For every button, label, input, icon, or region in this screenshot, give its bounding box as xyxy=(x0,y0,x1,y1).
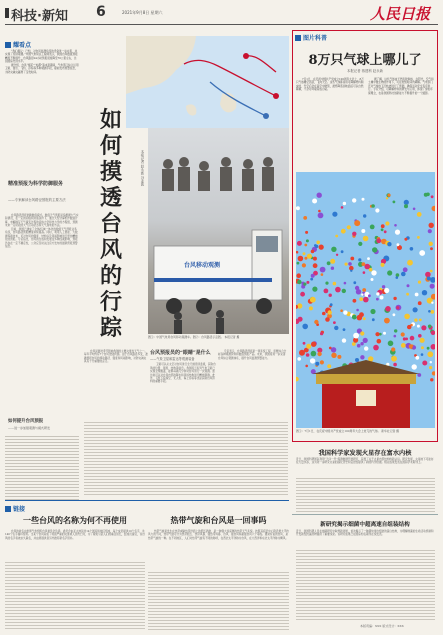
balloon xyxy=(325,317,330,322)
balloon xyxy=(363,297,369,303)
balloon xyxy=(430,310,434,314)
balloon xyxy=(317,193,322,198)
balloon xyxy=(363,271,366,274)
balloon xyxy=(381,228,384,231)
balloon xyxy=(358,258,361,261)
balloon xyxy=(302,263,306,267)
left-intro-p1: “我们提议：已知，对台风监测系统的设备进一步完善，并实现了连续观测。”中国气象局总工程师表示，我国台风数值预报精度不断提升，台风路径24小时预报误差降至70公里左右，达到国际先进水平。 xyxy=(5,50,78,64)
balloon xyxy=(422,361,427,366)
balloon xyxy=(414,318,417,321)
balloon xyxy=(353,333,359,339)
balloon xyxy=(371,278,374,281)
balloon xyxy=(429,223,434,228)
mid-body-b: 卫星可以从太空对台风进行全天候连续监视，获取台风的位置、强度、结构等信息。我国风云系列气象卫星已实现全球覆盖，能够每隔几分钟对台风进行一次观测。雷达则可以对台风内部的降水和风场结构进行精细观测。此外，飞机下投探空、无人机、海上浮标等也是获取台风资料的重要手段。 xyxy=(150,363,216,384)
balloon xyxy=(361,293,363,295)
bottom-col2-title: 热带气旋和台风是一回事吗 xyxy=(170,515,267,525)
bottom-section-label: 链接 xyxy=(5,504,25,513)
balloon xyxy=(358,242,362,246)
balloon xyxy=(344,282,347,285)
balloon xyxy=(296,206,300,210)
balloon xyxy=(363,236,369,242)
bottom-col2-body xyxy=(148,530,289,541)
balloon xyxy=(319,245,324,250)
balloon xyxy=(309,306,313,310)
mid-subsubhead: ——气象卫星和雷达等观测装备 xyxy=(150,357,195,361)
balloon xyxy=(355,286,359,290)
page-number: 6 xyxy=(96,4,106,20)
balloon xyxy=(427,277,431,281)
balloon xyxy=(332,212,337,217)
balloon xyxy=(335,235,338,238)
balloon xyxy=(306,281,309,284)
balloon xyxy=(407,325,411,329)
balloon xyxy=(403,267,408,272)
left-body-a: 台风路径预报依赖数值模式。数值天气预报是指根据大气实际情况，在一定的初值和边值条件下，通过大型计算机作数值计算，求解描写天气演变过程的流体力学和热力学的方程组，预测未来一定时段的大气运动状态和天气现象的方法。 xyxy=(5,214,79,228)
balloon xyxy=(413,208,416,211)
balloon xyxy=(297,357,301,361)
balloon xyxy=(410,336,415,341)
balloon xyxy=(394,335,397,338)
balloon xyxy=(391,356,397,362)
balloon xyxy=(331,267,334,270)
balloon xyxy=(421,325,426,330)
balloon xyxy=(397,243,400,246)
balloon xyxy=(376,298,379,301)
bottom-col1-body xyxy=(5,530,145,541)
balloon xyxy=(330,259,335,264)
balloon xyxy=(335,287,341,293)
balloon xyxy=(356,309,359,312)
balloon xyxy=(360,355,364,359)
right-body-col-2 xyxy=(368,78,435,95)
balloon xyxy=(300,292,305,297)
balloon xyxy=(370,225,375,230)
section-icon xyxy=(5,8,9,18)
balloon xyxy=(381,263,385,267)
section-title: 科技·新知 xyxy=(11,9,68,24)
balloon xyxy=(376,292,379,295)
left-section-label: 耀看点 xyxy=(5,40,31,49)
balloon xyxy=(313,257,317,261)
balloon xyxy=(425,272,431,278)
balloon xyxy=(355,358,359,362)
bottom-col1-filler xyxy=(5,560,145,630)
balloon xyxy=(420,338,425,343)
balloon xyxy=(418,301,422,305)
mid-subhead: 台风预报员的“眼睛”是什么 xyxy=(150,350,211,356)
page-footer: 本版责编：XXX 版式设计：XXX xyxy=(360,624,404,628)
feature-title-char-7: 行 xyxy=(99,290,122,315)
balloon xyxy=(313,263,318,268)
balloon xyxy=(353,299,357,303)
balloon xyxy=(391,347,395,351)
balloon xyxy=(362,198,365,201)
balloon xyxy=(311,274,315,278)
balloon xyxy=(409,344,413,348)
feature-photo-graphic xyxy=(148,128,289,334)
mid-body-col-3 xyxy=(218,350,288,361)
balloon xyxy=(305,365,308,368)
balloon xyxy=(296,273,301,278)
balloon xyxy=(428,325,432,329)
balloon xyxy=(310,358,315,363)
balloon xyxy=(430,361,432,363)
balloon xyxy=(429,242,433,246)
balloon xyxy=(412,364,417,369)
balloon xyxy=(341,250,344,253)
typhoon-map-graphic xyxy=(126,36,289,128)
balloon xyxy=(363,338,368,343)
right-headline: 8万只气球上哪儿了 xyxy=(308,53,422,68)
balloon xyxy=(370,309,375,314)
balloon xyxy=(426,193,430,197)
balloon xyxy=(371,204,375,208)
masthead xyxy=(0,0,443,26)
mid-body-a: 台风是夏秋季节影响我国的主要灾害性天气之一。每年平均约有7个台风登陆我国。由于台风路径多变，准确预报台风的移动路径、强度和风雨影响，对防灾减灾具有十分重要的意义。 xyxy=(84,350,148,364)
feature-title-char-8: 踪 xyxy=(99,316,122,341)
balloon xyxy=(321,273,324,276)
left-body-text xyxy=(5,214,79,249)
balloon xyxy=(342,289,346,293)
balloon xyxy=(384,230,387,233)
balloon xyxy=(353,281,356,284)
balloon xyxy=(407,284,410,287)
balloon xyxy=(303,216,307,220)
balloon xyxy=(360,331,364,335)
left-subhead-2: 如何提升台风预报 xyxy=(8,419,44,424)
balloon xyxy=(360,342,363,345)
balloon xyxy=(383,332,386,335)
balloon xyxy=(336,254,338,256)
balloon-photo-graphic xyxy=(296,172,435,428)
balloon xyxy=(393,313,396,316)
balloon xyxy=(310,278,313,281)
balloon xyxy=(404,204,408,208)
balloon xyxy=(403,337,406,340)
balloon xyxy=(303,342,306,345)
vehicle-label: 台风移动观测 xyxy=(184,262,221,269)
balloon xyxy=(415,356,419,360)
left-body-b: 目前，我国已建成了全球/区域一体化的数值天气预报业务系统，台风路径预报精度持续提高。同时，利用人工智能、大数据等新技术，可对台风的强度、结构以及风雨影响进行更加精细化的预报。专家指出，台风的生成和发展受多种因素影响，预报仍存在一定不确定性，公众应及时关注官方发布的最新预报预警信息。 xyxy=(5,228,78,249)
balloon xyxy=(430,284,435,289)
bottom-col2-text: 热带气旋是发生在热带或副热带洋面上的低压涡旋，是一种强大而深厚的热带天气系统。按照其底层中心附近最大平均风力的不同，热带气旋可分为热带低压、热带风暴、强热带风暴、台风、强台风和超强台风六个等级。通常所说的台风，是热带气旋的一种。在不同地区，人们对热带气旋有不同的称呼，在西北太平洋称为台风，在大西洋和东北太平洋称为飓风。 xyxy=(148,530,289,540)
left-intro-p2: 据介绍，台风“烟花”“灿都”等来袭期间，气象部门综合运用卫星、雷达、飞机、浮标等多种观测手段，提前发布预警信息，为防灾减灾赢得了宝贵时间。 xyxy=(5,64,79,74)
feature-title xyxy=(96,108,126,342)
balloon xyxy=(431,195,434,198)
balloon xyxy=(297,280,301,284)
balloon xyxy=(404,200,409,205)
mid-column-filler xyxy=(84,420,288,496)
bottom-col1-text: 台风的命名由世界气象组织台风委员会负责。委员会由亚太地区的14个国家和地区组成，每个成员提供10个名字，共140个名字循环使用。当某个台风造成了特别严重的灾害或人员伤亡时，为了避免引起人们的痛苦回忆，经成员提议，该台风的名字将被永久除名，并由原提供者另外推荐新名字替补。 xyxy=(5,530,145,540)
balloon xyxy=(413,307,418,312)
balloon xyxy=(298,317,303,322)
balloon xyxy=(388,341,394,347)
right-body-col-1 xyxy=(296,78,364,92)
balloon xyxy=(404,314,410,320)
bottom-col2-filler xyxy=(148,570,289,630)
balloon xyxy=(394,224,397,227)
feature-photo-caption: 图①：中国气象局台风移动观测车。图②：台风路径示意图。 本报记者 摄 xyxy=(148,335,240,339)
right-body-a: 7月1日，在庆祝中国共产党成立100周年大会上，8万只气球腾空而起，飞向天空。这些气球都是用可降解材料制成的，升空后会在高空中破裂，最终降落到地面后可以自然降解，不会对环境造成污染。 xyxy=(296,78,364,92)
balloon xyxy=(343,310,347,314)
feature-title-char-3: 透 xyxy=(99,186,122,211)
left-column-filler xyxy=(5,434,79,500)
balloon-photo-caption: 图①：7月1日，在庆祝中国共产党成立100周年大会上放飞的气球。 新华社记者 摄 xyxy=(296,429,399,433)
balloon xyxy=(324,289,329,294)
balloon xyxy=(345,263,348,266)
mid-body-c: 专家表示，台风路径预报是一项系统工程，需要综合分析各种观测资料和数值预报产品。未来，我国将进一步完善台风综合观测体系，提升台风监测预警能力。 xyxy=(218,350,287,360)
balloon xyxy=(320,332,323,335)
balloon xyxy=(342,338,346,342)
balloon xyxy=(422,290,427,295)
right-bottom-filler xyxy=(296,548,435,622)
balloon xyxy=(304,244,307,247)
balloon xyxy=(297,241,302,246)
balloon xyxy=(320,267,326,273)
feature-photo xyxy=(148,128,289,334)
balloon xyxy=(431,302,433,304)
right-section-label: 图片科普 xyxy=(295,33,327,42)
balloon xyxy=(307,254,312,259)
left-intro-text xyxy=(5,50,79,75)
balloon xyxy=(331,353,336,358)
balloon xyxy=(352,198,356,202)
balloon xyxy=(297,262,300,265)
balloon xyxy=(302,324,308,330)
balloon xyxy=(387,194,390,197)
balloon xyxy=(297,303,302,308)
balloon xyxy=(315,362,319,366)
right-mid-headline: 我国科学家发现火星存在富水内核 xyxy=(318,450,412,457)
right-bottom-rule xyxy=(292,514,438,515)
balloon xyxy=(421,346,424,349)
balloon xyxy=(386,197,388,199)
balloon xyxy=(361,229,365,233)
balloon xyxy=(428,310,431,313)
left-subsubhead: ——专家解读台风路径预报的主要方法 xyxy=(8,198,66,202)
typhoon-map xyxy=(126,36,289,128)
balloon xyxy=(311,351,317,357)
balloon xyxy=(364,346,368,350)
balloon xyxy=(298,256,304,262)
balloon xyxy=(387,270,392,275)
balloon xyxy=(316,241,320,245)
label-square-icon-right xyxy=(295,35,301,41)
balloon xyxy=(407,260,413,266)
issue-date: 2021年9月8日 星期六 xyxy=(122,10,163,15)
balloon xyxy=(304,257,307,260)
balloon xyxy=(352,315,357,320)
balloon xyxy=(340,309,343,312)
balloon xyxy=(320,360,324,364)
balloon xyxy=(419,250,425,256)
balloon xyxy=(406,293,409,296)
balloon xyxy=(367,257,370,260)
balloon xyxy=(375,332,379,336)
balloon xyxy=(305,231,308,234)
balloon xyxy=(306,353,310,357)
balloon xyxy=(333,321,336,324)
balloon xyxy=(401,332,405,336)
feature-title-char-0: 如 xyxy=(99,108,122,133)
balloon xyxy=(368,294,371,297)
balloon xyxy=(303,283,306,286)
balloon xyxy=(327,364,331,368)
balloon xyxy=(417,212,422,217)
balloon xyxy=(369,268,373,272)
balloon xyxy=(363,317,366,320)
balloon xyxy=(376,238,381,243)
balloon xyxy=(306,239,309,242)
balloon xyxy=(314,320,318,324)
balloon xyxy=(359,297,363,301)
right-bottom-body: 近日，我国科研人员在细菌研究中取得新进展，首次揭示了一种超快速自组装的蛋白结构，为理解细菌的生命活动机制和开发新型抗菌药物提供了重要线索。该研究成果已在国际知名期刊在线发表。 xyxy=(296,530,434,537)
balloon xyxy=(328,310,332,314)
balloon xyxy=(381,224,385,228)
balloon xyxy=(354,220,360,226)
balloon xyxy=(375,208,379,212)
balloon xyxy=(311,342,316,347)
balloon xyxy=(415,293,419,297)
right-mid-body: 近日，我国科研团队利用“天问一号”探测数据开展研究，获得了关于火星内部结构的新认识。研究发现，火星地下可能存在大量水冰，这为进一步研究火星的演化历史和宜居性提供了新的科学依据。相关成果发表在国际学术期刊上。 xyxy=(296,458,434,465)
feature-byline: 本报记者 赵永新 谷业凯 xyxy=(140,150,144,187)
right-bottom-headline: 新研究揭示细菌中超离速自组装结构 xyxy=(320,522,410,528)
feature-title-char-6: 的 xyxy=(99,264,122,289)
balloon xyxy=(430,378,433,381)
balloon xyxy=(427,347,430,350)
balloon xyxy=(311,250,315,254)
balloon xyxy=(310,297,316,303)
balloon xyxy=(331,347,336,352)
balloon xyxy=(306,344,311,349)
balloon xyxy=(380,296,384,300)
balloon xyxy=(333,282,337,286)
balloon xyxy=(377,339,382,344)
balloon xyxy=(318,210,321,213)
left-subsubhead-2: ——进一步加强观测与模式研发 xyxy=(8,426,51,430)
balloon xyxy=(357,344,361,348)
balloon xyxy=(337,355,341,359)
balloon xyxy=(401,343,406,348)
balloon xyxy=(427,351,433,357)
left-subhead: 精准预报为科学防御服务 xyxy=(8,181,64,187)
mid-body-col-2 xyxy=(150,350,216,384)
right-body-b: 据了解，这些气球由天然乳胶制成，在阳光、空气和土壤中微生物的作用下，可在较短时间内降解。气象部门还对气球的飞行轨迹进行了预测，确保活动安全有序进行。专家介绍，可降解材料的研发与应用，体现了绿色环保理念，也是我国科技创新能力不断提升的一个缩影。 xyxy=(368,78,434,95)
balloon xyxy=(341,206,344,209)
balloon xyxy=(327,261,331,265)
label-square-icon-bottom xyxy=(5,506,11,512)
balloon xyxy=(401,272,406,277)
bottom-band-rule xyxy=(5,500,289,501)
balloon xyxy=(350,257,354,261)
balloon xyxy=(430,247,433,250)
mid-body-col-1 xyxy=(84,350,148,364)
feature-title-char-4: 台 xyxy=(99,212,122,237)
balloon xyxy=(396,306,399,309)
balloon xyxy=(394,329,397,332)
balloon-photo xyxy=(296,172,435,428)
balloon xyxy=(303,252,306,255)
balloon xyxy=(371,270,376,275)
balloon xyxy=(372,247,377,252)
balloon xyxy=(404,238,407,241)
balloon xyxy=(417,325,420,328)
balloon xyxy=(312,199,317,204)
balloon xyxy=(428,229,432,233)
feature-title-char-5: 风 xyxy=(99,238,122,263)
balloon xyxy=(317,352,321,356)
right-mid-filler xyxy=(296,476,435,512)
bottom-col1-title: 一些台风的名称为何不再使用 xyxy=(23,515,127,525)
newspaper-logo: 人民日报 xyxy=(370,5,431,23)
balloon xyxy=(382,285,385,288)
balloon xyxy=(384,288,389,293)
balloon xyxy=(393,363,397,367)
balloon xyxy=(418,281,421,284)
balloon xyxy=(410,247,414,251)
balloon xyxy=(430,270,433,273)
balloon xyxy=(395,230,400,235)
balloon xyxy=(334,326,338,330)
balloon xyxy=(347,225,351,229)
balloon xyxy=(373,345,379,351)
balloon xyxy=(387,242,391,246)
balloon xyxy=(417,236,420,239)
balloon xyxy=(312,287,317,292)
balloon xyxy=(393,201,396,204)
balloon xyxy=(350,270,352,272)
balloon xyxy=(362,288,366,292)
balloon xyxy=(318,213,324,219)
balloon xyxy=(419,319,422,322)
balloon xyxy=(384,318,390,324)
balloon xyxy=(363,214,366,217)
balloon xyxy=(429,366,432,369)
balloon xyxy=(385,221,389,225)
masthead-rule xyxy=(5,24,438,25)
balloon xyxy=(421,353,424,356)
right-byline: 本报记者 蒋建科 赵永新 xyxy=(346,69,384,73)
balloon xyxy=(343,202,346,205)
balloon xyxy=(330,303,333,306)
balloon xyxy=(341,229,346,234)
balloon xyxy=(396,276,399,279)
balloon xyxy=(352,342,356,346)
balloon xyxy=(299,350,305,356)
balloon xyxy=(322,312,326,316)
label-square-icon xyxy=(5,42,11,48)
balloon xyxy=(315,245,318,248)
balloon xyxy=(352,232,356,236)
balloon xyxy=(362,262,366,266)
balloon xyxy=(357,315,363,321)
balloon xyxy=(329,294,332,297)
balloon xyxy=(348,262,352,266)
balloon xyxy=(418,334,422,338)
balloon xyxy=(343,328,346,331)
balloon xyxy=(393,297,396,300)
feature-title-char-2: 摸 xyxy=(99,160,122,185)
balloon xyxy=(385,306,391,312)
balloon xyxy=(396,273,400,277)
feature-title-char-1: 何 xyxy=(99,134,122,159)
balloon xyxy=(331,247,336,252)
balloon xyxy=(372,318,375,321)
balloon xyxy=(325,282,328,285)
